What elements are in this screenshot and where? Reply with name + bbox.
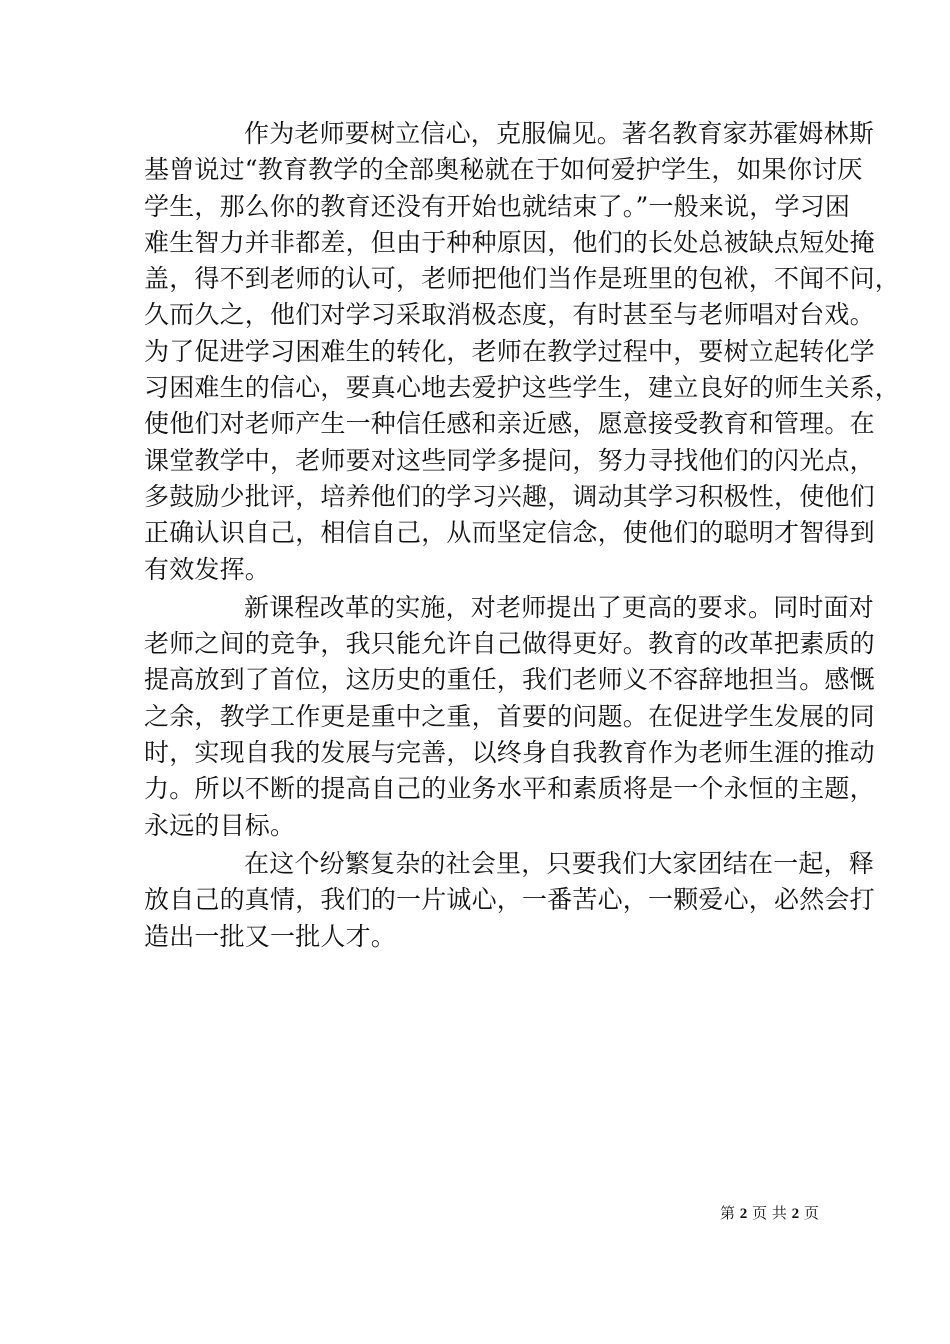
paragraph-2	[144, 590, 875, 844]
text-line: 学生，那么你的教育还没有开始也就结束了。”一般来说，学习困	[144, 191, 851, 221]
text-line: 正确认识自己，相信自己，从而坚定信念，使他们的聪明才智得到	[144, 518, 875, 548]
page-number-footer	[720, 1203, 819, 1224]
text-line: 造出一批又一批人才。	[144, 921, 397, 951]
text-line: 有效发挥。	[144, 554, 271, 584]
text-line: 时，实现自我的发展与完善，以终身自我教育作为老师生涯的推动	[144, 738, 875, 768]
text-line: 永远的目标。	[144, 810, 296, 840]
text-line: 新课程改革的实施，对老师提出了更高的要求。同时面对	[244, 592, 875, 622]
paragraph-1	[144, 116, 901, 588]
text-line: 久而久之，他们对学习采取消极态度，有时甚至与老师唱对台戏。	[144, 300, 875, 330]
current-page-number: 2	[739, 1206, 748, 1222]
paragraph-3	[144, 846, 875, 955]
text-line: 使他们对老师产生一种信任感和亲近感，愿意接受教育和管理。在	[144, 409, 875, 439]
text-line: 习困难生的信心，要真心地去爱护这些学生，建立良好的师生关系，	[144, 373, 901, 403]
text-line: 力。所以不断的提高自己的业务水平和素质将是一个永恒的主题，	[144, 774, 875, 804]
text-line: 为了促进学习困难生的转化，老师在教学过程中，要树立起转化学	[144, 336, 875, 366]
text-line: 老师之间的竞争，我只能允许自己做得更好。教育的改革把素质的	[144, 629, 875, 659]
text-line: 提高放到了首位，这历史的重任，我们老师义不容辞地担当。感慨	[144, 665, 875, 695]
text-line: 难生智力并非都差，但由于种种原因，他们的长处总被缺点短处掩	[144, 227, 875, 257]
text-line: 作为老师要树立信心，克服偏见。著名教育家苏霍姆林斯	[244, 119, 875, 148]
text-line: 基曾说过“教育教学的全部奥秘就在于如何爱护学生，如果你讨厌	[144, 155, 863, 185]
footer-prefix: 第	[720, 1204, 736, 1222]
text-line: 之余，教学工作更是重中之重，首要的问题。在促进学生发展的同	[144, 701, 875, 731]
text-line: 在这个纷繁复杂的社会里，只要我们大家团结在一起，释	[244, 848, 875, 878]
total-page-number: 2	[791, 1206, 800, 1222]
footer-suffix: 页	[803, 1204, 819, 1222]
text-line: 盖，得不到老师的认可，老师把他们当作是班里的包袱，不闻不问，	[144, 264, 901, 294]
footer-middle: 页 共	[752, 1204, 787, 1222]
text-line: 放自己的真情，我们的一片诚心，一番苦心，一颗爱心，必然会打	[144, 885, 875, 915]
text-line: 课堂教学中，老师要对这些同学多提问，努力寻找他们的闪光点，	[144, 445, 875, 475]
text-line: 多鼓励少批评，培养他们的学习兴趣，调动其学习积极性，使他们	[144, 481, 875, 511]
body-text	[144, 116, 901, 955]
